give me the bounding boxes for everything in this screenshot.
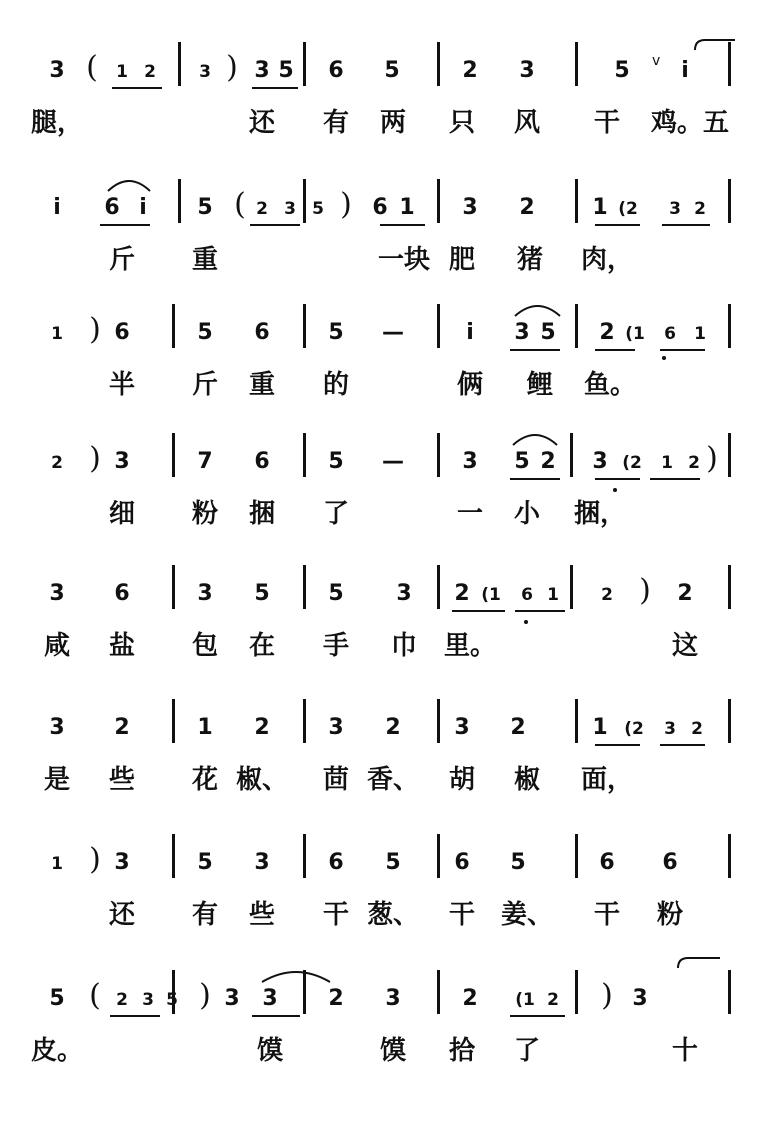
beam-underline xyxy=(662,224,710,226)
slur xyxy=(262,972,330,982)
note: 6 xyxy=(372,195,388,220)
bar-line xyxy=(172,699,175,743)
bracket: ( xyxy=(89,978,101,1013)
bar-line xyxy=(728,699,731,743)
lyric-syllable: 俩 xyxy=(456,370,484,400)
lyric-syllable: 有 xyxy=(191,900,219,930)
grace-note: 1 xyxy=(116,62,128,82)
bracket: ( xyxy=(234,187,246,222)
lyric-syllable: 是 xyxy=(43,765,71,795)
lyric-syllable: 些 xyxy=(108,765,136,795)
lyric-syllable: 鸡。五 xyxy=(650,108,730,138)
note: — xyxy=(382,320,404,345)
bracket: ) xyxy=(226,50,238,85)
lyric-syllable: 盐 xyxy=(108,631,136,661)
bar-line xyxy=(575,699,578,743)
bar-line xyxy=(303,834,306,878)
note: 6 xyxy=(104,195,120,220)
bar-line xyxy=(570,565,573,609)
beam-underline xyxy=(252,1015,300,1017)
grace-note: 2 xyxy=(694,199,706,219)
note: 2 xyxy=(462,58,478,83)
lyric-syllable: 鲤 xyxy=(526,370,554,400)
lyric-syllable: 馍 xyxy=(379,1036,407,1066)
note: i xyxy=(53,195,61,220)
grace-note: 1 xyxy=(694,324,706,344)
bar-line xyxy=(575,179,578,223)
note: 5 xyxy=(385,850,401,875)
lyric-syllable: 椒 xyxy=(513,765,541,795)
slur xyxy=(108,181,150,191)
bracket: ) xyxy=(340,187,352,222)
lyric-syllable: 重 xyxy=(248,370,276,400)
beam-underline xyxy=(510,349,560,351)
note: 3 xyxy=(328,715,344,740)
lyric-syllable: 了 xyxy=(513,1036,541,1066)
bar-line xyxy=(303,565,306,609)
lyric-syllable: 花 xyxy=(191,765,219,795)
beam-underline xyxy=(515,610,565,612)
lyric-syllable: 手 xyxy=(322,631,350,661)
lyric-syllable: 干 xyxy=(593,108,621,138)
bar-line xyxy=(172,304,175,348)
note: 2 xyxy=(540,449,556,474)
lyric-syllable: 干 xyxy=(593,900,621,930)
bar-line xyxy=(728,565,731,609)
lyric-syllable: 捆 xyxy=(248,499,276,529)
note: 6 xyxy=(662,850,678,875)
bar-line xyxy=(570,433,573,477)
note: 5 xyxy=(197,320,213,345)
grace-note: 2 xyxy=(116,990,128,1010)
bar-line xyxy=(728,179,731,223)
lyric-syllable: 还 xyxy=(108,900,136,930)
beam-underline xyxy=(595,224,640,226)
beam-underline xyxy=(380,224,425,226)
grace-note: 2 xyxy=(51,453,63,473)
note: 3 xyxy=(454,715,470,740)
note: 3 xyxy=(114,449,130,474)
note: 6 xyxy=(114,320,130,345)
bar-line xyxy=(728,970,731,1014)
bar-line xyxy=(437,304,440,348)
note: 3 xyxy=(254,850,270,875)
grace-note: 1 xyxy=(51,854,63,874)
bar-line xyxy=(178,179,181,223)
lyric-syllable: 在 xyxy=(248,631,276,661)
octave-dot xyxy=(524,620,528,624)
note: 5 xyxy=(510,850,526,875)
note: 2 xyxy=(328,986,344,1011)
note: 2 xyxy=(454,581,470,606)
grace-note: 2 xyxy=(691,719,703,739)
lyric-syllable: 包 xyxy=(191,631,219,661)
lyric-syllable: 斤 xyxy=(108,245,136,275)
beam-underline xyxy=(112,87,162,89)
grace-note: 6 xyxy=(664,324,676,344)
lyric-syllable: 粉 xyxy=(191,499,219,529)
grace-note: (1 xyxy=(481,585,501,605)
note: 3 xyxy=(462,195,478,220)
breath-mark: v xyxy=(652,53,661,69)
note: 2 xyxy=(385,715,401,740)
bar-line xyxy=(303,179,306,223)
bracket: ) xyxy=(199,978,211,1013)
grace-note: 5 xyxy=(312,199,324,219)
bar-line xyxy=(728,433,731,477)
octave-dot xyxy=(613,488,617,492)
lyric-syllable: 猪 xyxy=(516,245,544,275)
beam-underline xyxy=(595,744,640,746)
bar-line xyxy=(575,42,578,86)
note: 3 xyxy=(49,58,65,83)
note: 6 xyxy=(114,581,130,606)
bracket: ) xyxy=(89,312,101,347)
beam-underline xyxy=(452,610,505,612)
note: 3 xyxy=(49,581,65,606)
lyric-syllable: 茴 xyxy=(322,765,350,795)
lyric-syllable: 些 xyxy=(248,900,276,930)
note: 5 xyxy=(197,850,213,875)
note: 5 xyxy=(384,58,400,83)
note: 6 xyxy=(254,320,270,345)
grace-note: 2 xyxy=(256,199,268,219)
grace-note: 6 xyxy=(521,585,533,605)
lyric-syllable: 肉， xyxy=(580,245,634,275)
grace-note: 3 xyxy=(284,199,296,219)
note: i xyxy=(681,58,689,83)
note: 3 xyxy=(262,986,278,1011)
lyric-syllable: 这 xyxy=(671,631,699,661)
lyric-syllable: 肥 xyxy=(448,245,476,275)
note: 3 xyxy=(632,986,648,1011)
bracket: ( xyxy=(86,50,98,85)
grace-note: (2 xyxy=(618,199,638,219)
note: 2 xyxy=(519,195,535,220)
beam-underline xyxy=(252,87,298,89)
grace-note: 2 xyxy=(547,990,559,1010)
lyric-syllable: 香、 xyxy=(366,765,420,795)
bar-line xyxy=(437,433,440,477)
bar-line xyxy=(303,699,306,743)
lyric-syllable: 了 xyxy=(322,499,350,529)
bracket: ) xyxy=(89,842,101,877)
lyric-syllable: 斤 xyxy=(191,370,219,400)
lyric-syllable: 腿， xyxy=(30,108,84,138)
bar-line xyxy=(728,834,731,878)
note: 6 xyxy=(599,850,615,875)
note: 5 xyxy=(328,581,344,606)
bar-line xyxy=(172,565,175,609)
beam-underline xyxy=(250,224,300,226)
note: 3 xyxy=(385,986,401,1011)
note: 2 xyxy=(254,715,270,740)
lyric-syllable: 馍 xyxy=(256,1036,284,1066)
note: 5 xyxy=(540,320,556,345)
grace-note: 2 xyxy=(144,62,156,82)
grace-note: 1 xyxy=(51,324,63,344)
octave-dot xyxy=(662,356,666,360)
lyric-syllable: 还 xyxy=(248,108,276,138)
grace-note: 5 xyxy=(166,990,178,1010)
note: 5 xyxy=(514,449,530,474)
note: 5 xyxy=(614,58,630,83)
note: 3 xyxy=(396,581,412,606)
note: 2 xyxy=(462,986,478,1011)
note: 5 xyxy=(197,195,213,220)
grace-note: (1 xyxy=(515,990,535,1010)
lyric-syllable: 巾 xyxy=(390,631,418,661)
note: 5 xyxy=(254,581,270,606)
grace-note: 2 xyxy=(688,453,700,473)
beam-underline xyxy=(660,349,705,351)
lyric-syllable: 两 xyxy=(379,108,407,138)
lyric-syllable: 只 xyxy=(448,108,476,138)
note: 6 xyxy=(454,850,470,875)
note: 3 xyxy=(254,58,270,83)
lyric-syllable: 一 xyxy=(456,499,484,529)
lyric-syllable: 拾 xyxy=(448,1036,476,1066)
beam-underline xyxy=(595,349,635,351)
bar-line xyxy=(172,433,175,477)
beam-underline xyxy=(650,478,700,480)
note: 2 xyxy=(599,320,615,345)
lyric-syllable: 小 xyxy=(513,499,541,529)
beam-underline xyxy=(110,1015,160,1017)
beam-underline xyxy=(510,1015,565,1017)
grace-note: 3 xyxy=(199,62,211,82)
note: i xyxy=(466,320,474,345)
lyric-syllable: 风 xyxy=(513,108,541,138)
lyric-syllable: 鱼。 xyxy=(583,370,637,400)
bar-line xyxy=(437,179,440,223)
note: 6 xyxy=(254,449,270,474)
note: 2 xyxy=(510,715,526,740)
bar-line xyxy=(437,834,440,878)
bar-line xyxy=(575,970,578,1014)
slur xyxy=(515,306,560,316)
slur xyxy=(513,435,557,445)
lyric-syllable: 里。 xyxy=(443,631,497,661)
bar-line xyxy=(303,433,306,477)
lyric-syllable: 皮。 xyxy=(30,1036,84,1066)
note: 3 xyxy=(519,58,535,83)
note: 1 xyxy=(197,715,213,740)
note: 5 xyxy=(278,58,294,83)
phrase-mark xyxy=(678,958,720,968)
bar-line xyxy=(303,970,306,1014)
note: 1 xyxy=(399,195,415,220)
note: — xyxy=(382,449,404,474)
lyric-syllable: 面， xyxy=(580,765,634,795)
lyric-syllable: 姜、 xyxy=(500,900,554,930)
bar-line xyxy=(172,834,175,878)
note: 2 xyxy=(114,715,130,740)
lyric-syllable: 的 xyxy=(322,370,350,400)
lyric-syllable: 干 xyxy=(448,900,476,930)
lyric-syllable: 粉 xyxy=(656,900,684,930)
note: 7 xyxy=(197,449,213,474)
bar-line xyxy=(728,304,731,348)
beam-underline xyxy=(100,224,150,226)
bracket: ) xyxy=(639,573,651,608)
lyric-syllable: 葱、 xyxy=(366,900,420,930)
note: 3 xyxy=(197,581,213,606)
grace-note: (1 xyxy=(625,324,645,344)
note: 2 xyxy=(677,581,693,606)
grace-note: 1 xyxy=(547,585,559,605)
lyric-syllable: 咸 xyxy=(43,631,71,661)
note: 5 xyxy=(328,320,344,345)
note: 3 xyxy=(49,715,65,740)
lyric-syllable: 十 xyxy=(671,1036,699,1066)
grace-note: 1 xyxy=(661,453,673,473)
grace-note: 3 xyxy=(669,199,681,219)
note: 3 xyxy=(224,986,240,1011)
lyric-syllable: 椒、 xyxy=(235,765,289,795)
note: 3 xyxy=(462,449,478,474)
lyric-syllable: 捆， xyxy=(573,499,627,529)
bar-line xyxy=(437,42,440,86)
note: 3 xyxy=(114,850,130,875)
note: 1 xyxy=(592,195,608,220)
lyric-syllable: 一块 xyxy=(377,245,431,275)
lyric-syllable: 半 xyxy=(108,370,136,400)
lyric-syllable: 细 xyxy=(108,499,136,529)
bar-line xyxy=(728,42,731,86)
grace-note: (2 xyxy=(624,719,644,739)
note: 3 xyxy=(592,449,608,474)
bar-line xyxy=(437,970,440,1014)
note: 6 xyxy=(328,58,344,83)
bar-line xyxy=(303,304,306,348)
lyric-syllable: 重 xyxy=(191,245,219,275)
bar-line xyxy=(303,42,306,86)
note: i xyxy=(139,195,147,220)
beam-underline xyxy=(660,744,705,746)
bar-line xyxy=(437,699,440,743)
grace-note: 2 xyxy=(601,585,613,605)
bar-line xyxy=(575,834,578,878)
lyric-syllable: 干 xyxy=(322,900,350,930)
note: 5 xyxy=(49,986,65,1011)
grace-note: 3 xyxy=(142,990,154,1010)
note: 1 xyxy=(592,715,608,740)
bracket: ) xyxy=(706,441,718,476)
grace-note: 3 xyxy=(664,719,676,739)
note: 5 xyxy=(328,449,344,474)
beam-underline xyxy=(595,478,640,480)
lyric-syllable: 胡 xyxy=(448,765,476,795)
lyric-syllable: 有 xyxy=(322,108,350,138)
bar-line xyxy=(575,304,578,348)
bar-line xyxy=(437,565,440,609)
note: 3 xyxy=(514,320,530,345)
beam-underline xyxy=(510,478,560,480)
bracket: ) xyxy=(89,441,101,476)
note: 6 xyxy=(328,850,344,875)
bracket: ) xyxy=(601,978,613,1013)
bar-line xyxy=(178,42,181,86)
grace-note: (2 xyxy=(622,453,642,473)
